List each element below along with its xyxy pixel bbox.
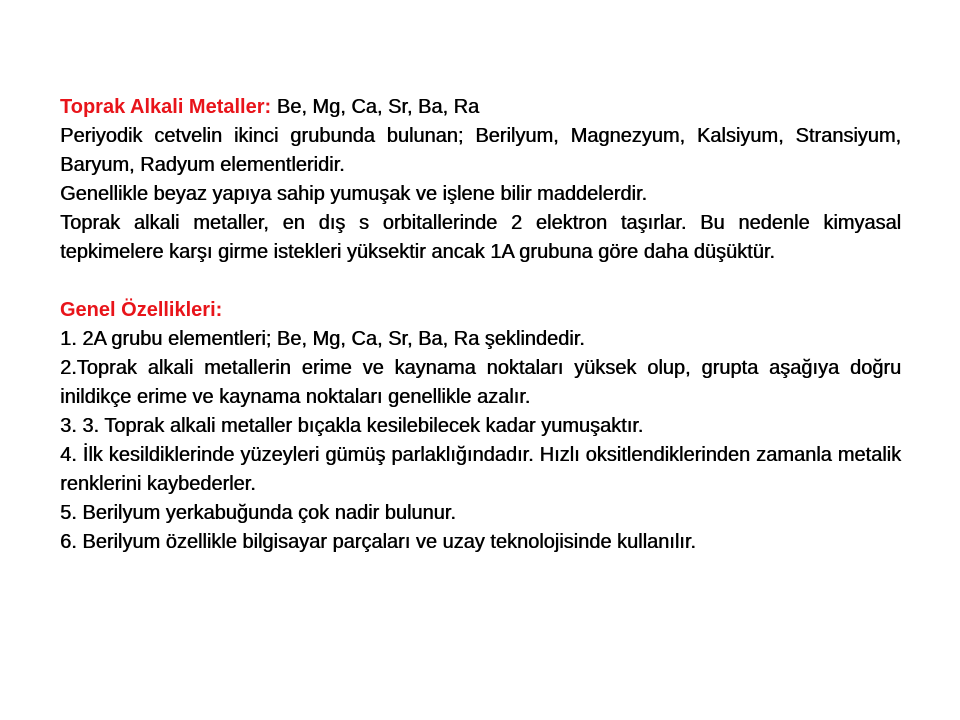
section2-item-2: 2.Toprak alkali metallerin erime ve kaynama noktaları yüksek olup, grupta aşağıya doğru inildikçe erime ve kaynama noktaları genellikle azalır.	[60, 357, 901, 408]
section1-heading-tail: Be, Mg, Ca, Sr, Ba, Ra	[271, 96, 480, 118]
slide-content	[60, 93, 901, 557]
section1-paragraph-2: Genellikle beyaz yapıya sahip yumuşak ve işlene bilir maddelerdir.	[60, 183, 647, 205]
section1-paragraph-1: Periyodik cetvelin ikinci grubunda bulunan; Berilyum, Magnezyum, Kalsiyum, Stransiyum, Baryum, Radyum elementleridir.	[60, 125, 901, 176]
section2-item-6: 6. Berilyum özellikle bilgisayar parçaları ve uzay teknolojisinde kullanılır.	[60, 531, 696, 553]
section2-title-line	[60, 296, 901, 325]
section1-paragraph-3: Toprak alkali metaller, en dış s orbitallerinde 2 elektron taşırlar. Bu nedenle kimyasal tepkimelere karşı girme istekleri yüksektir ancak 1A grubuna göre daha düşüktür.	[60, 212, 901, 263]
section1-heading: Toprak Alkali Metaller:	[60, 96, 272, 118]
section2-item-1: 1. 2A grubu elementleri; Be, Mg, Ca, Sr, Ba, Ra şeklindedir.	[60, 328, 585, 350]
section2-item-3: 3. 3. Toprak alkali metaller bıçakla kesilebilecek kadar yumuşaktır.	[60, 415, 644, 437]
section2-item-4: 4. İlk kesildiklerinde yüzeyleri gümüş parlaklığındadır. Hızlı oksitlendiklerinden zamanla metalik renklerini kaybederler.	[60, 444, 901, 495]
section2-item-5: 5. Berilyum yerkabuğunda çok nadir bulunur.	[60, 502, 456, 524]
section2-heading: Genel Özellikleri:	[60, 299, 223, 321]
section1-title-line	[60, 93, 901, 122]
section-spacer	[60, 267, 901, 296]
